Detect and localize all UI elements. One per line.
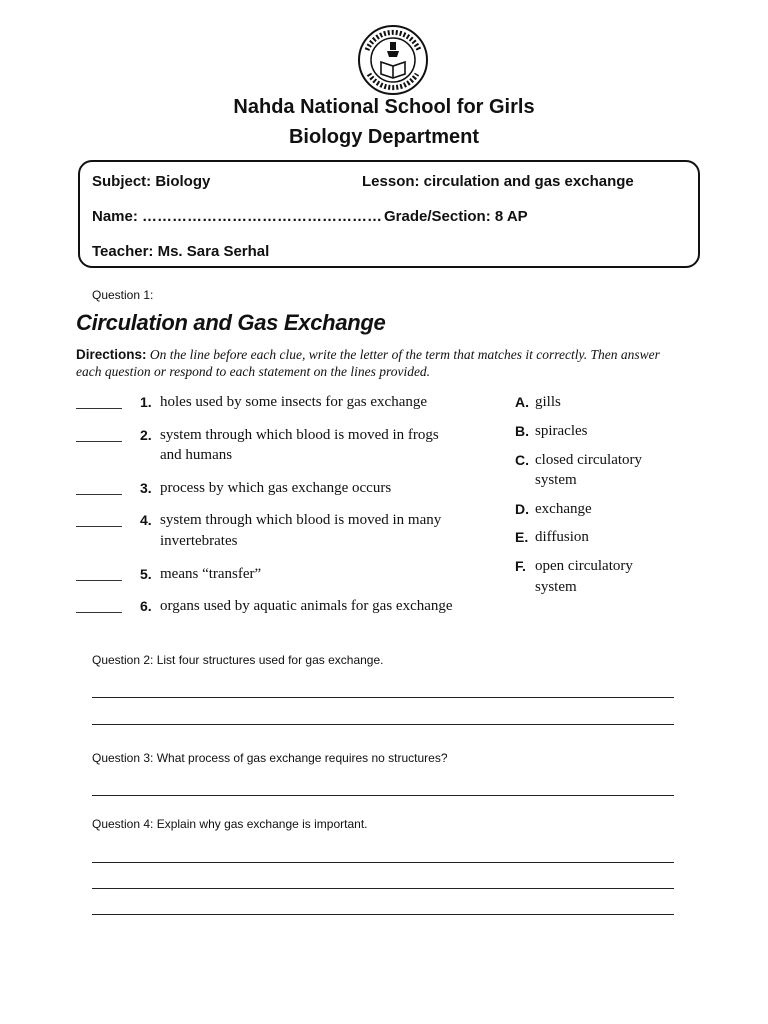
answer-blank-2[interactable] — [76, 440, 122, 442]
answer-line[interactable] — [92, 888, 674, 889]
answer-blank-5[interactable] — [76, 579, 122, 581]
answer-blank-1[interactable] — [76, 407, 122, 409]
answer-line[interactable] — [92, 724, 674, 725]
option-letter: F. — [515, 558, 526, 574]
option-text: spiracles — [535, 423, 588, 439]
answer-line[interactable] — [92, 862, 674, 863]
subject-label: Subject: Biology — [92, 173, 211, 190]
option-text: gills — [535, 394, 561, 410]
clue-number: 4. — [140, 512, 152, 528]
answer-line[interactable] — [92, 914, 674, 915]
clue-text: organs used by aquatic animals for gas exchange — [160, 598, 453, 614]
option-letter: D. — [515, 501, 529, 517]
option-text: open circulatory — [535, 558, 633, 574]
option-letter: B. — [515, 423, 529, 439]
clue-text: system through which blood is moved in many — [160, 512, 442, 528]
grade-section-label: Grade/Section: 8 AP — [384, 208, 528, 225]
option-letter: C. — [515, 452, 529, 468]
teacher-label: Teacher: Ms. Sara Serhal — [92, 243, 270, 260]
directions-text: On the line before each clue, write the letter of the term that matches it correctly. Then answer each question or respond to each statement on the lines provided. — [76, 347, 660, 379]
clue-text: means “transfer” — [160, 566, 262, 582]
option-letter: A. — [515, 394, 529, 410]
question-3-label: Question 3: What process of gas exchange requires no structures? — [92, 751, 448, 765]
clue-text: process by which gas exchange occurs — [160, 480, 392, 496]
question-4-label: Question 4: Explain why gas exchange is important. — [92, 817, 368, 831]
clue-number: 5. — [140, 566, 152, 582]
option-text: exchange — [535, 501, 592, 517]
school-logo — [357, 24, 429, 96]
question-2-label: Question 2: List four structures used for gas exchange. — [92, 653, 384, 667]
option-text: closed circulatory — [535, 452, 643, 468]
option-text: diffusion — [535, 529, 589, 545]
clue-number: 3. — [140, 480, 152, 496]
answer-line[interactable] — [92, 795, 674, 796]
clue-text: holes used by some insects for gas exchange — [160, 394, 428, 410]
clue-text: invertebrates — [160, 533, 238, 549]
department-name: Biology Department — [288, 126, 480, 148]
question-1-label: Question 1: — [92, 288, 154, 302]
worksheet-title: Circulation and Gas Exchange — [76, 310, 386, 335]
option-text: system — [535, 472, 577, 488]
lesson-label: Lesson: circulation and gas exchange — [362, 173, 634, 190]
name-field: Name: ………………………………………… — [92, 208, 383, 225]
answer-blank-3[interactable] — [76, 493, 122, 495]
clue-number: 1. — [140, 394, 152, 410]
answer-line[interactable] — [92, 697, 674, 698]
answer-blank-6[interactable] — [76, 611, 122, 613]
directions — [76, 346, 682, 380]
clue-text: system through which blood is moved in frogs — [160, 427, 439, 443]
answer-blank-4[interactable] — [76, 525, 122, 527]
clue-text: and humans — [160, 447, 233, 463]
directions-label: Directions: — [76, 347, 147, 362]
school-name: Nahda National School for Girls — [233, 96, 535, 118]
clue-number: 2. — [140, 427, 152, 443]
option-text: system — [535, 579, 577, 595]
clue-number: 6. — [140, 598, 152, 614]
option-letter: E. — [515, 529, 529, 545]
